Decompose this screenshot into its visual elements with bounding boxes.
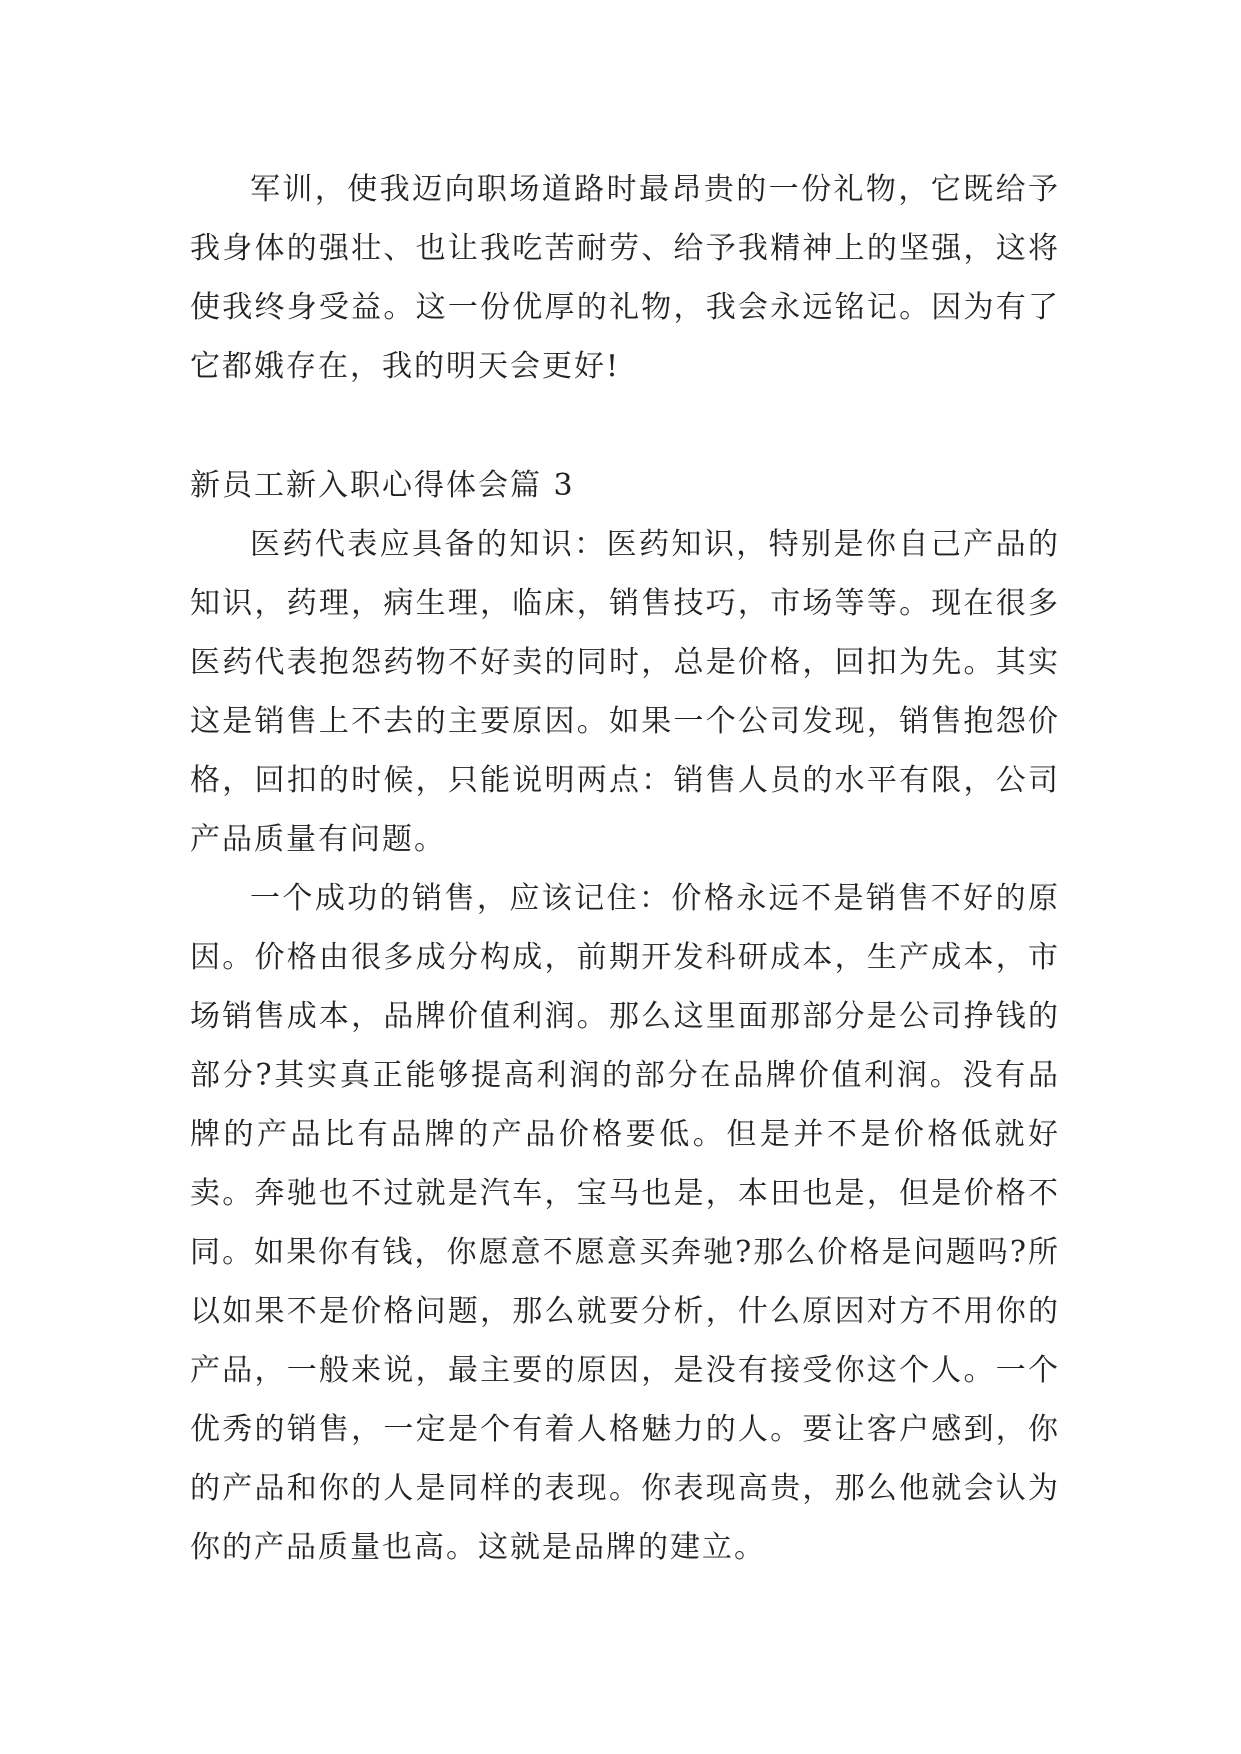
- paragraph-successful-sales: 一个成功的销售，应该记住：价格永远不是销售不好的原因。价格由很多成分构成，前期开发科研成本，生产成本，市场销售成本，品牌价值利润。那么这里面那部分是公司挣钱的部分?其实真正能够提高利润的部分在品牌价值利润。没有品牌的产品比有品牌的产品价格要低。但是并不是价格低就好卖。奔驰也不过就是汽车，宝马也是，本田也是，但是价格不同。如果你有钱，你愿意不愿意买奔驰?那么价格是问题吗?所以如果不是价格问题，那么就要分析，什么原因对方不用你的产品，一般来说，最主要的原因，是没有接受你这个人。一个优秀的销售，一定是个有着人格魅力的人。要让客户感到，你的产品和你的人是同样的表现。你表现高贵，那么他就会认为你的产品质量也高。这就是品牌的建立。: [190, 881, 1060, 1565]
- section-heading: 新员工新入职心得体会篇 3: [190, 468, 575, 503]
- paragraph-military-training: 军训，使我迈向职场道路时最昂贵的一份礼物，它既给予我身体的强壮、也让我吃苦耐劳、给予我精神上的坚强，这将使我终身受益。这一份优厚的礼物，我会永远铭记。因为有了它都娥存在，我的明天会更好!: [190, 172, 1060, 384]
- paragraph-medical-rep-knowledge: 医药代表应具备的知识：医药知识，特别是你自己产品的知识，药理，病生理，临床，销售技巧，市场等等。现在很多医药代表抱怨药物不好卖的同时，总是价格，回扣为先。其实这是销售上不去的主要原因。如果一个公司发现，销售抱怨价格，回扣的时候，只能说明两点：销售人员的水平有限，公司产品质量有问题。: [190, 527, 1060, 857]
- document-body: [190, 160, 1060, 1577]
